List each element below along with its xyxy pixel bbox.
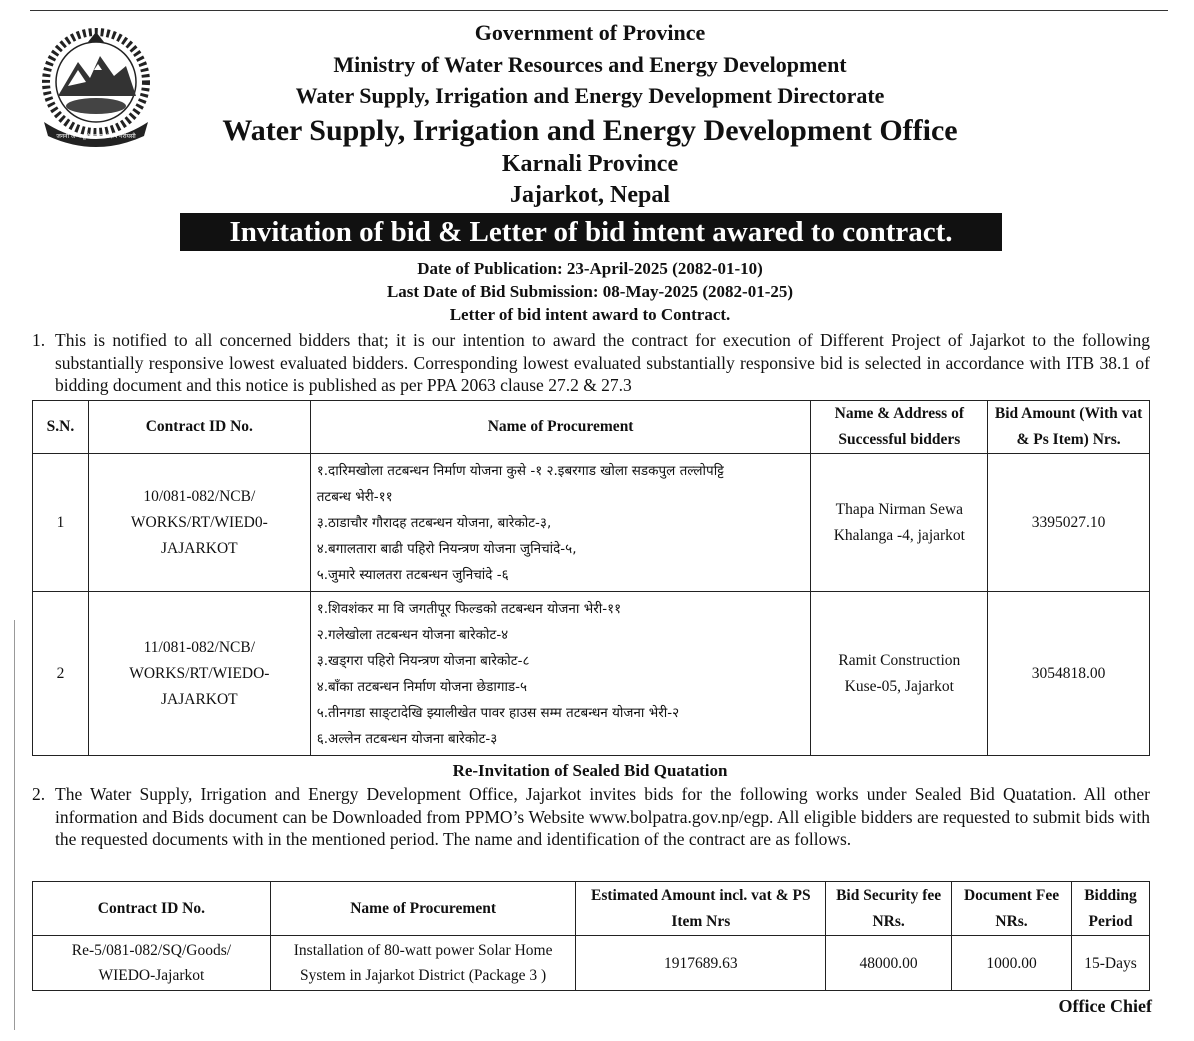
col-amount: Bid Amount (With vat & Ps Item) Nrs. <box>988 401 1150 454</box>
procurement-line: ६.अल्लेन तटबन्धन योजना बारेकोट-३ <box>316 730 498 747</box>
col-contract-id: Contract ID No. <box>33 882 271 936</box>
row1-sn: 1 <box>33 454 89 592</box>
section-1-paragraph <box>32 329 1150 397</box>
row1-contract-id <box>88 454 310 592</box>
table-header-row <box>33 882 1150 936</box>
publication-date: Date of Publication: 23-April-2025 (2082-01-10) <box>417 259 763 278</box>
col-estimated-amount: Estimated Amount incl. vat & PS Item Nrs <box>576 882 826 936</box>
left-rule <box>14 620 15 1030</box>
table-row <box>33 592 1150 756</box>
bidder-name: Ramit Construction <box>838 651 961 669</box>
procurement-line: ५.तीनगडा साङ्टादेखि झ्यालीखेत पावर हाउस सम्म तटबन्धन योजना भेरी-२ <box>316 704 680 721</box>
row2-amount: 3054818.00 <box>988 592 1150 756</box>
procurement-line: ५.जुमारे स्यालतरा तटबन्धन जुनिचांदे -६ <box>316 566 509 583</box>
row2-contract-line: JAJARKOT <box>161 690 238 708</box>
col-document-fee: Document Fee NRs. <box>952 882 1072 936</box>
award-title: Letter of bid intent award to Contract. <box>449 305 731 324</box>
header-office: Water Supply, Irrigation and Energy Development Office <box>222 114 958 147</box>
award-table <box>32 400 1150 756</box>
quote-document-fee: 1000.00 <box>952 936 1072 991</box>
header-directorate: Water Supply, Irrigation and Energy Development Directorate <box>295 83 885 108</box>
header-location: Jajarkot, Nepal <box>510 182 670 208</box>
procurement-line: ४.बगालतारा बाढी पहिरो नियन्त्रण योजना जुनिचांदे-५, <box>316 540 577 557</box>
office-chief-signatory: Office Chief <box>1058 996 1152 1016</box>
header-province: Karnali Province <box>501 151 679 177</box>
bidder-address: Kuse-05, Jajarkot <box>844 677 954 695</box>
quote-procurement-line: Installation of 80-watt power Solar Home <box>293 942 553 959</box>
col-bidder: Name & Address of Successful bidders <box>811 401 988 454</box>
procurement-line: १.दारिमखोला तटबन्धन निर्माण योजना कुसे -१ २.इबरगाड खोला सडकपुल तल्लोपट्टि <box>316 462 724 479</box>
section-2-text: The Water Supply, Irrigation and Energy Development Office, Jajarkot invites bids for the following works under Sealed Bid Quatation. All other information and Bids document can be Downloaded from PPMO’s Website www.bolpatra.gov.np/egp. All eligible bidders are requested to submit bids with the requested documents with in the mentioned period. The name and identification of the contract are as follows. <box>55 784 1150 849</box>
row2-sn: 2 <box>33 592 89 756</box>
quote-contract-line: WIEDO-Jajarkot <box>98 967 205 984</box>
quote-bid-security: 48000.00 <box>826 936 952 991</box>
procurement-line: २.गलेखोला तटबन्धन योजना बारेकोट-४ <box>316 626 509 643</box>
col-bid-security: Bid Security fee NRs. <box>826 882 952 936</box>
quote-contract-id <box>33 936 271 991</box>
row1-contract-line: JAJARKOT <box>161 539 238 557</box>
col-contract-id: Contract ID No. <box>88 401 310 454</box>
top-rule <box>30 10 1168 11</box>
procurement-line: १.शिवशंकर मा वि जगतीपूर फिल्डको तटबन्धन योजना भेरी-११ <box>316 600 622 617</box>
bidder-address: Khalanga -4, jajarkot <box>833 526 965 544</box>
bidder-name: Thapa Nirman Sewa <box>835 500 964 518</box>
submission-date: Last Date of Bid Submission: 08-May-2025 (2082-01-25) <box>386 282 794 301</box>
row2-bidder <box>811 592 988 756</box>
emblem-motto: जननी जन्मभूमिश्च स्वर्गादपि गरीयसी <box>56 133 136 140</box>
row1-bidder <box>811 454 988 592</box>
row1-contract-line: 10/081-082/NCB/ <box>143 487 256 505</box>
quote-procurement <box>270 936 576 991</box>
quote-estimated-amount: 1917689.63 <box>576 936 826 991</box>
procurement-line: तटबन्ध भेरी-११ <box>316 488 393 505</box>
row2-contract-line: 11/081-082/NCB/ <box>143 638 256 656</box>
header-government: Government of Province <box>474 20 706 45</box>
row1-procurement <box>310 454 811 592</box>
section-2-paragraph <box>32 783 1150 851</box>
table-row <box>33 936 1150 991</box>
notice-banner: Invitation of bid & Letter of bid intent awared to contract. <box>180 213 1002 251</box>
row2-contract-line: WORKS/RT/WIEDO- <box>129 664 270 682</box>
quote-bidding-period: 15-Days <box>1071 936 1149 991</box>
section-1-text: This is notified to all concerned bidders that; it is our intention to award the contract for execution of Different Project of Jajarkot to the following substantially responsive lowest evaluated bidders. Corresponding lowest evaluated substantially responsive bid is selected in accordance with ITB 38.1 of bidding document and this notice is published as per PPA 2063 clause 27.2 & 27.3 <box>55 330 1150 395</box>
section-2-title: Re-Invitation of Sealed Bid Quatation <box>452 761 728 780</box>
row2-procurement <box>310 592 811 756</box>
procurement-line: ३.खड्गरा पहिरो नियन्त्रण योजना बारेकोट-८ <box>316 652 530 669</box>
table-header-row <box>33 401 1150 454</box>
row1-amount: 3395027.10 <box>988 454 1150 592</box>
procurement-line: ३.ठाडाचौर गौरादह तटबन्धन योजना, बारेकोट-३, <box>316 514 552 531</box>
table-row <box>33 454 1150 592</box>
header-ministry: Ministry of Water Resources and Energy Development <box>333 52 847 77</box>
quote-procurement-line: System in Jajarkot District (Package 3 ) <box>299 967 547 984</box>
col-bidding-period: Bidding Period <box>1071 882 1149 936</box>
row2-contract-id <box>88 592 310 756</box>
section-2-number: 2. <box>32 784 46 804</box>
quote-contract-line: Re-5/081-082/SQ/Goods/ <box>71 942 232 959</box>
section-1-number: 1. <box>32 330 46 350</box>
row1-contract-line: WORKS/RT/WIED0- <box>130 513 268 531</box>
procurement-line: ४.बाँका तटबन्धन निर्माण योजना छेडागाड-५ <box>316 678 528 695</box>
col-procurement: Name of Procurement <box>310 401 811 454</box>
col-procurement: Name of Procurement <box>270 882 576 936</box>
quotation-table <box>32 881 1150 991</box>
col-sn: S.N. <box>33 401 89 454</box>
